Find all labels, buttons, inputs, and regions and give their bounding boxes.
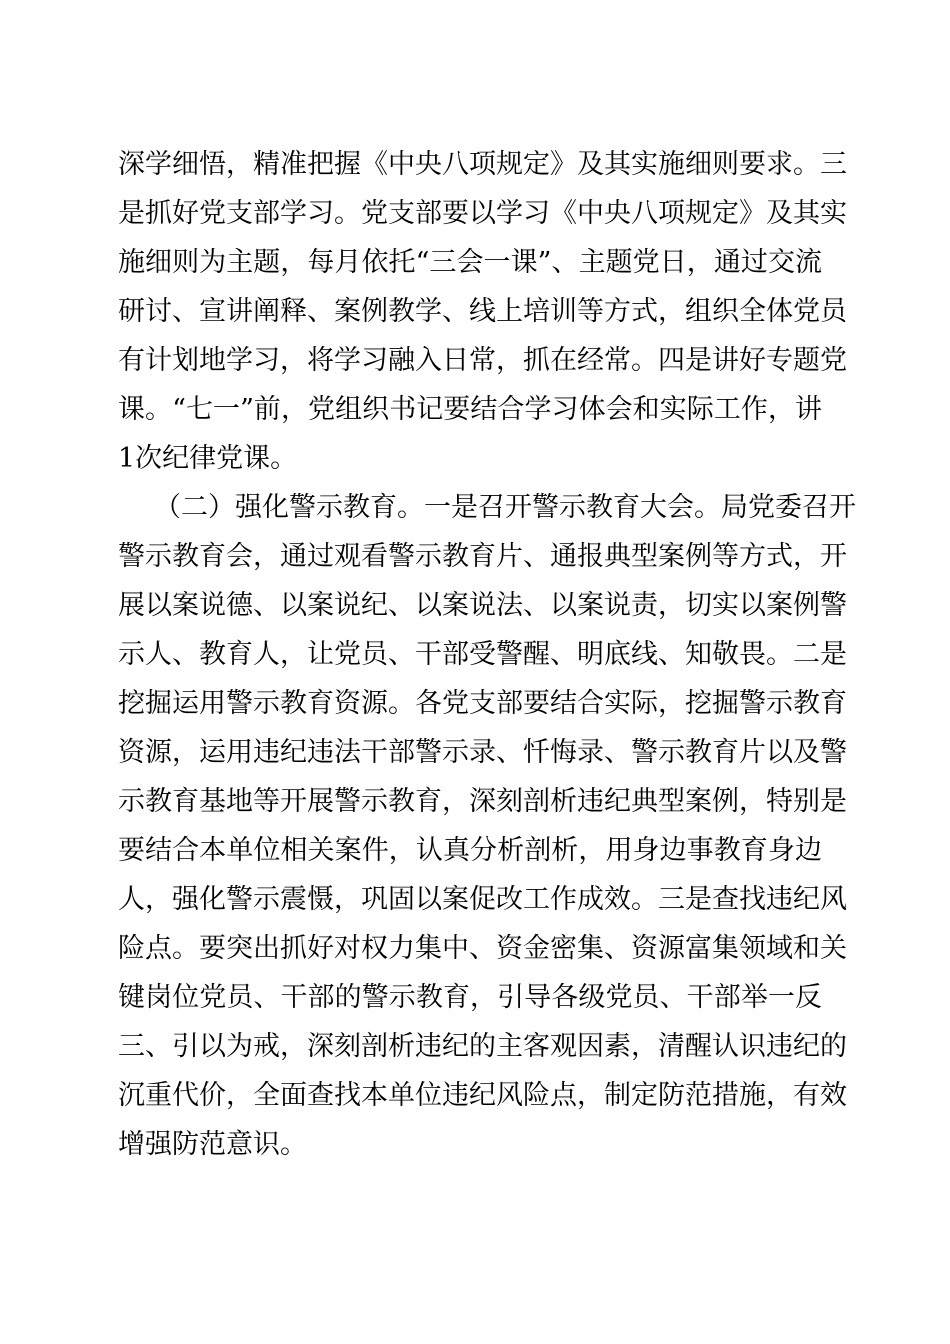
paragraph-line: 施细则为主题，每月依托“三会一课”、主题党日，通过交流 <box>118 247 822 278</box>
paragraph-line: 示教育基地等开展警示教育，深刻剖析违纪典型案例，特别是 <box>118 786 847 817</box>
paragraph-line: 有计划地学习，将学习融入日常，抓在经常。四是讲好专题党 <box>118 345 847 376</box>
paragraph-line: 沉重代价，全面查找本单位违纪风险点，制定防范措施，有效 <box>118 1080 847 1111</box>
paragraph-line: 研讨、宣讲阐释、案例教学、线上培训等方式，组织全体党员 <box>118 296 847 327</box>
paragraph-line: 深学细悟，精准把握《中央八项规定》及其实施细则要求。三 <box>118 149 847 180</box>
paragraph-1 <box>118 140 847 483</box>
document-body <box>118 140 856 1169</box>
paragraph-line: 是抓好党支部学习。党支部要以学习《中央八项规定》及其实 <box>118 198 847 229</box>
paragraph-line: 1次纪律党课。 <box>118 443 298 474</box>
paragraph-line: 警示教育会，通过观看警示教育片、通报典型案例等方式，开 <box>118 541 847 572</box>
paragraph-line: 三、引以为戒，深刻剖析违纪的主客观因素，清醒认识违纪的 <box>118 1031 847 1062</box>
paragraph-line: 增强防范意识。 <box>118 1129 307 1160</box>
paragraph-line: 资源，运用违纪违法干部警示录、忏悔录、警示教育片以及警 <box>118 737 847 768</box>
paragraph-line: 人，强化警示震慑，巩固以案促改工作成效。三是查找违纪风 <box>118 884 847 915</box>
paragraph-2 <box>118 483 856 1169</box>
paragraph-line: 键岗位党员、干部的警示教育，引导各级党员、干部举一反 <box>118 982 822 1013</box>
paragraph-line: 险点。要突出抓好对权力集中、资金密集、资源富集领域和关 <box>118 933 847 964</box>
paragraph-line: 要结合本单位相关案件，认真分析剖析，用身边事教育身边 <box>118 835 822 866</box>
paragraph-line: 课。“七一”前，党组织书记要结合学习体会和实际工作，讲 <box>118 394 822 425</box>
paragraph-line: （二）强化警示教育。一是召开警示教育大会。局党委召开 <box>154 492 856 523</box>
paragraph-line: 示人、教育人，让党员、干部受警醒、明底线、知敬畏。二是 <box>118 639 847 670</box>
paragraph-line: 展以案说德、以案说纪、以案说法、以案说责，切实以案例警 <box>118 590 847 621</box>
paragraph-line: 挖掘运用警示教育资源。各党支部要结合实际，挖掘警示教育 <box>118 688 847 719</box>
